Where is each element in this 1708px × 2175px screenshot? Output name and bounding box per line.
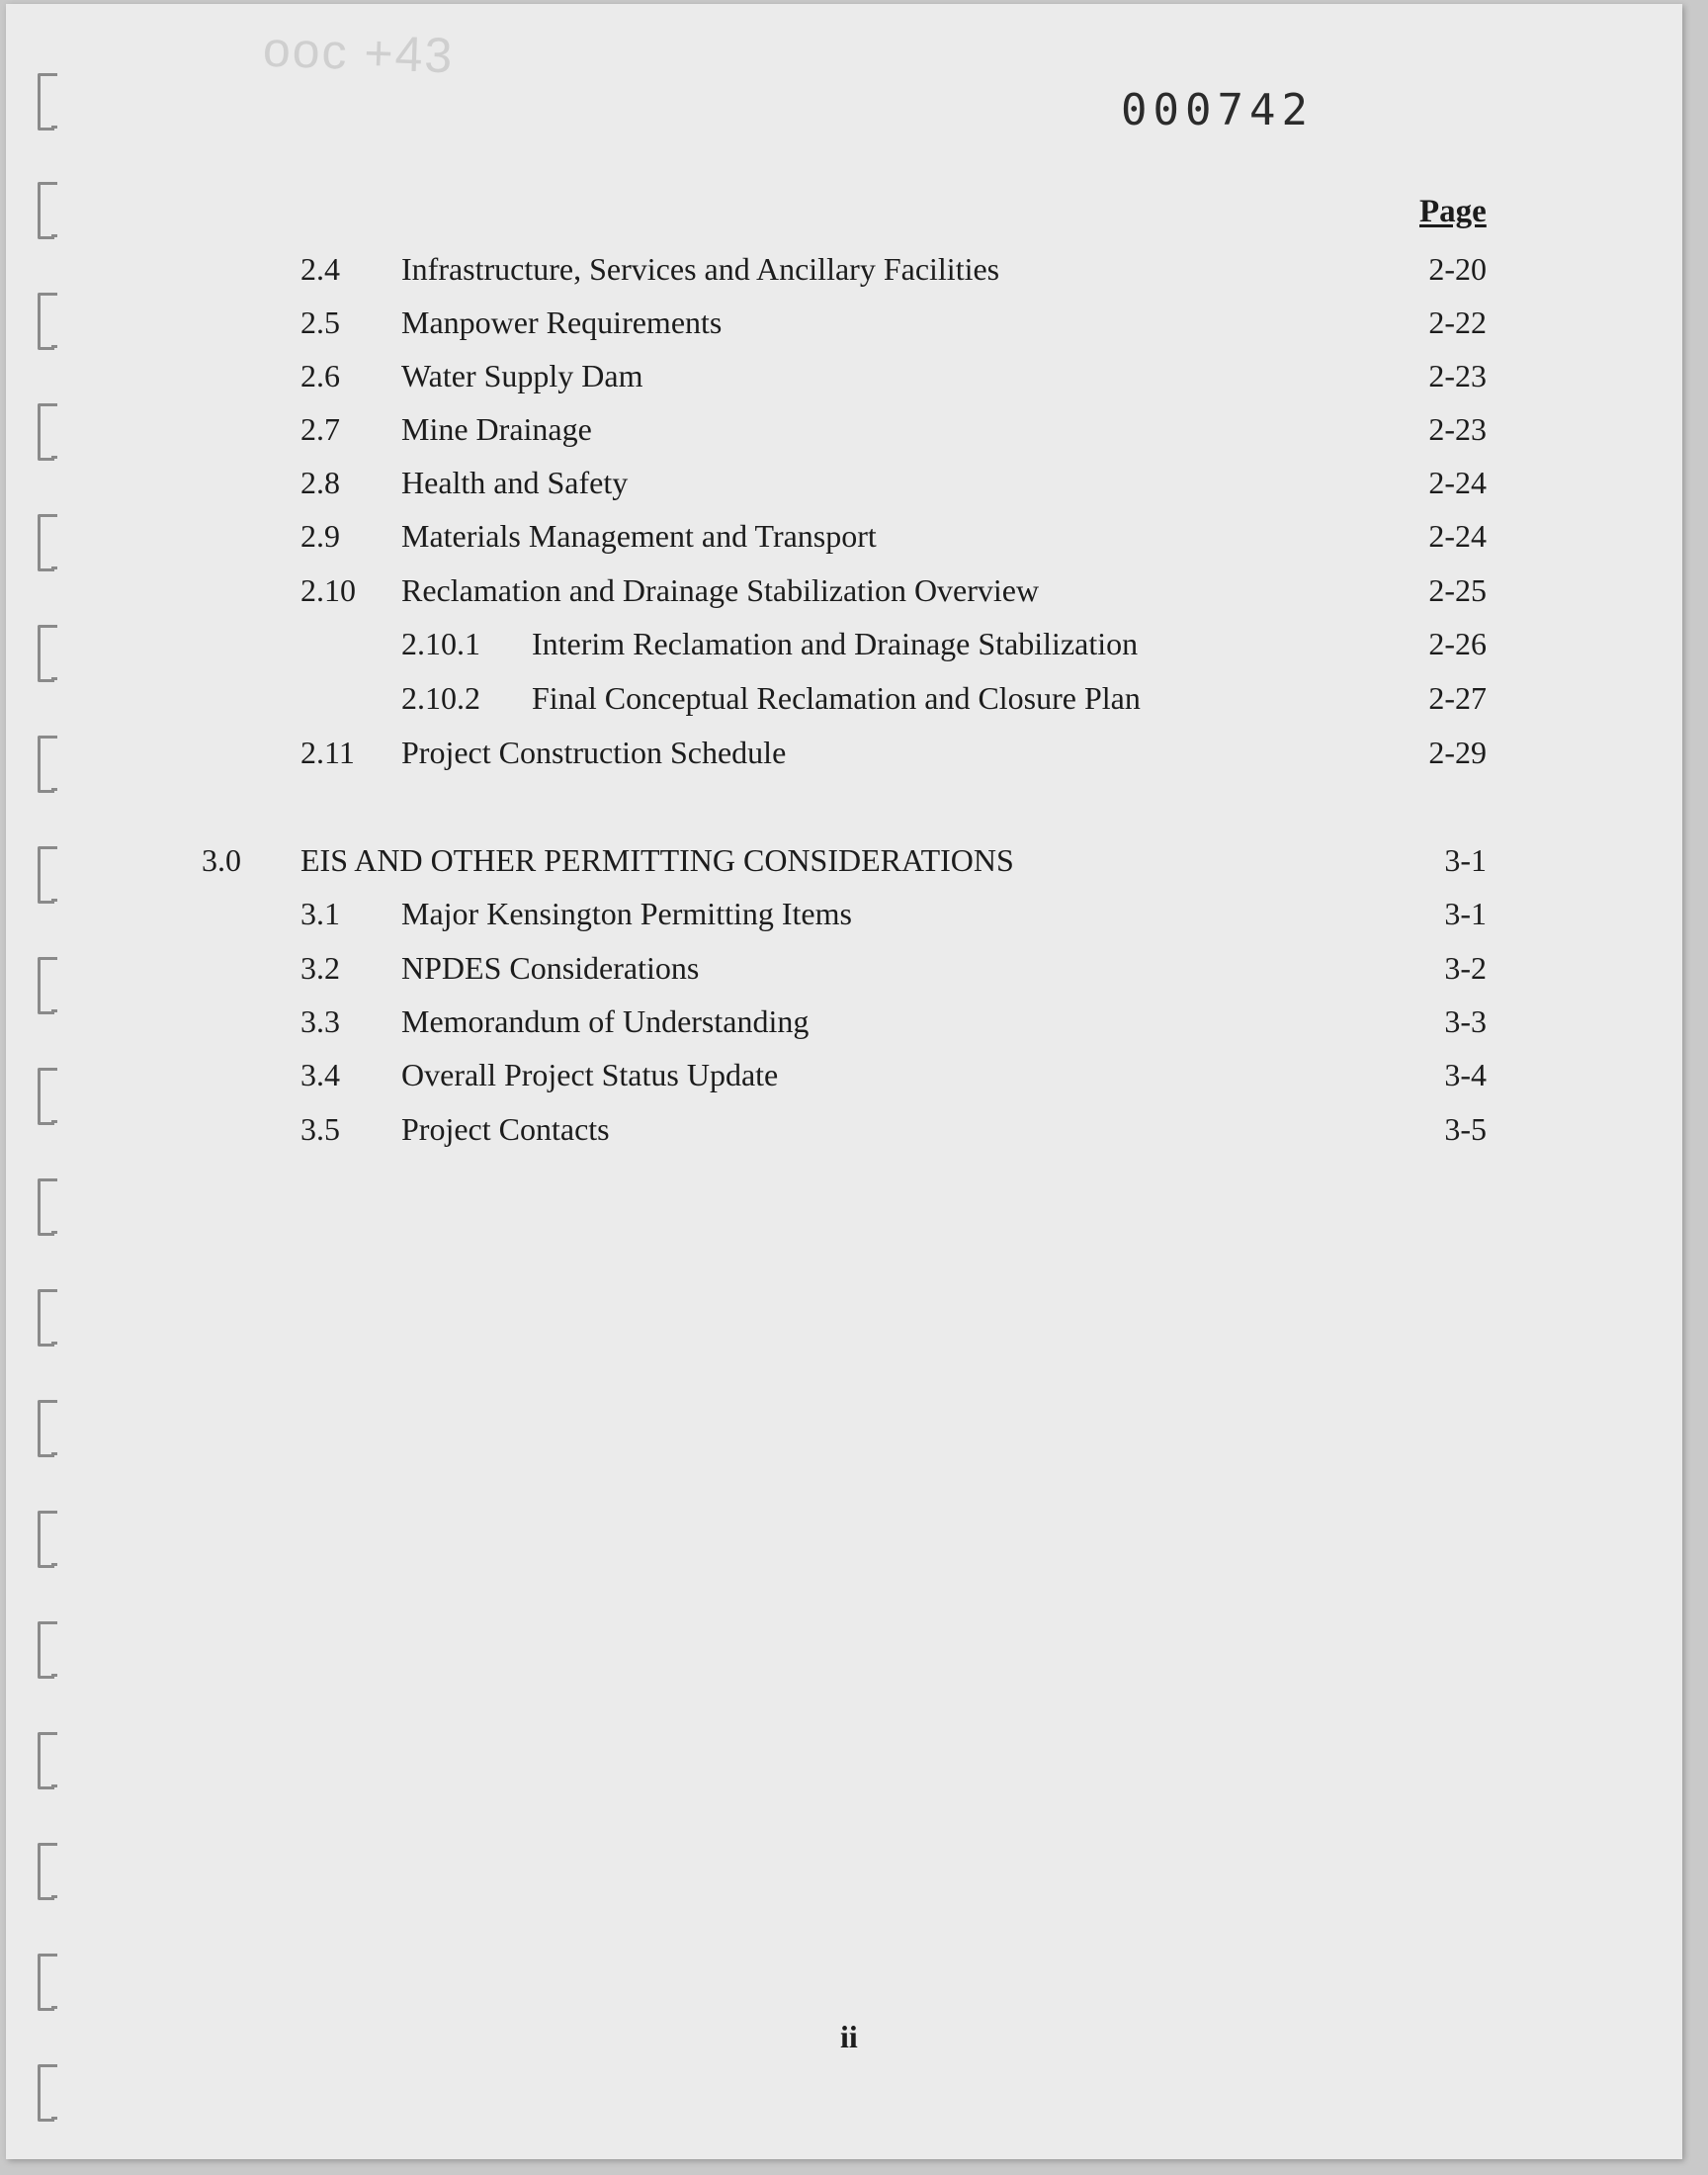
toc-section-title: Final Conceptual Reclamation and Closure Plan	[532, 680, 1141, 716]
toc-page-number: 2-22	[1428, 304, 1487, 340]
toc-section-number: 3.1	[300, 896, 340, 931]
toc-section-number: 2.10	[300, 572, 356, 608]
toc-page-number: 3-1	[1444, 896, 1487, 931]
toc-section-number: 2.4	[300, 251, 340, 287]
toc-entry	[6, 247, 1682, 291]
toc-page-number: 2-24	[1428, 465, 1487, 500]
binder-hole	[38, 1954, 54, 2011]
binder-hole	[38, 1068, 54, 1125]
toc-page-number: 3-2	[1444, 950, 1487, 986]
toc-section-number: 2.6	[300, 358, 340, 393]
toc-entry	[6, 946, 1682, 990]
toc-entry	[6, 676, 1682, 720]
toc-section-title: Materials Management and Transport	[401, 518, 877, 554]
toc-section-title: Project Construction Schedule	[401, 735, 787, 770]
toc-section-number: 3.3	[300, 1003, 340, 1039]
toc-page-number: 2-25	[1428, 572, 1487, 608]
toc-section-title: Interim Reclamation and Drainage Stabilization	[532, 626, 1139, 661]
toc-page-number: 2-27	[1428, 680, 1487, 716]
toc-section-title: Infrastructure, Services and Ancillary Facilities	[401, 251, 1000, 287]
binder-hole	[38, 1400, 54, 1457]
binder-hole	[38, 293, 54, 350]
binder-hole	[38, 736, 54, 793]
binder-hole	[38, 1843, 54, 1900]
document-page	[6, 4, 1682, 2159]
toc-section-number: 2.9	[300, 518, 340, 554]
toc-entry	[6, 407, 1682, 451]
toc-page-number: 2-24	[1428, 518, 1487, 554]
faded-handwritten-mark: ooc +43	[262, 21, 456, 84]
toc-page-number: 2-23	[1428, 411, 1487, 447]
toc-entry	[6, 838, 1682, 882]
toc-entry	[6, 622, 1682, 665]
binder-hole	[38, 514, 54, 571]
toc-entry	[6, 514, 1682, 558]
toc-section-number: 3.0	[202, 842, 241, 878]
toc-entry	[6, 1000, 1682, 1043]
toc-entry	[6, 1053, 1682, 1096]
toc-section-number: 2.11	[300, 735, 355, 770]
toc-section-number: 2.7	[300, 411, 340, 447]
toc-section-title: NPDES Considerations	[401, 950, 700, 986]
binder-hole	[38, 403, 54, 461]
toc-page-number: 3-4	[1444, 1057, 1487, 1092]
toc-entry	[6, 731, 1682, 774]
toc-entry	[6, 892, 1682, 935]
toc-section-title: EIS AND OTHER PERMITTING CONSIDERATIONS	[300, 842, 1014, 878]
toc-page-number: 2-20	[1428, 251, 1487, 287]
footer-page-number: ii	[840, 2019, 858, 2054]
toc-section-number: 2.10.2	[401, 680, 480, 716]
binder-hole	[38, 2064, 54, 2122]
toc-entry	[6, 301, 1682, 344]
toc-page-number: 2-23	[1428, 358, 1487, 393]
toc-page-number: 3-1	[1444, 842, 1487, 878]
binder-hole	[38, 1511, 54, 1568]
binder-hole	[38, 625, 54, 682]
toc-section-title: Overall Project Status Update	[401, 1057, 779, 1092]
document-stamp-number: 000742	[1121, 85, 1314, 135]
toc-section-title: Memorandum of Understanding	[401, 1003, 810, 1039]
toc-section-number: 2.10.1	[401, 626, 480, 661]
toc-entry	[6, 354, 1682, 397]
toc-page-number: 2-29	[1428, 735, 1487, 770]
toc-section-title: Health and Safety	[401, 465, 629, 500]
toc-section-title: Manpower Requirements	[401, 304, 723, 340]
toc-section-title: Water Supply Dam	[401, 358, 643, 393]
binder-hole	[38, 1178, 54, 1236]
toc-section-number: 3.5	[300, 1111, 340, 1147]
toc-entry	[6, 1107, 1682, 1151]
binder-hole	[38, 957, 54, 1014]
toc-section-number: 3.2	[300, 950, 340, 986]
toc-section-title: Mine Drainage	[401, 411, 592, 447]
toc-section-title: Major Kensington Permitting Items	[401, 896, 852, 931]
binder-hole	[38, 1621, 54, 1679]
binder-hole	[38, 1732, 54, 1789]
toc-entry	[6, 461, 1682, 504]
binder-hole	[38, 182, 54, 239]
binder-hole	[38, 1289, 54, 1347]
binder-hole	[38, 73, 54, 130]
toc-page-number: 3-3	[1444, 1003, 1487, 1039]
toc-page-number: 3-5	[1444, 1111, 1487, 1147]
toc-page-number: 2-26	[1428, 626, 1487, 661]
page-column-heading: Page	[1419, 194, 1487, 229]
toc-entry	[6, 568, 1682, 612]
binder-hole	[38, 846, 54, 904]
toc-section-title: Reclamation and Drainage Stabilization Overview	[401, 572, 1040, 608]
toc-section-number: 2.8	[300, 465, 340, 500]
toc-section-number: 3.4	[300, 1057, 340, 1092]
toc-section-title: Project Contacts	[401, 1111, 610, 1147]
toc-section-number: 2.5	[300, 304, 340, 340]
